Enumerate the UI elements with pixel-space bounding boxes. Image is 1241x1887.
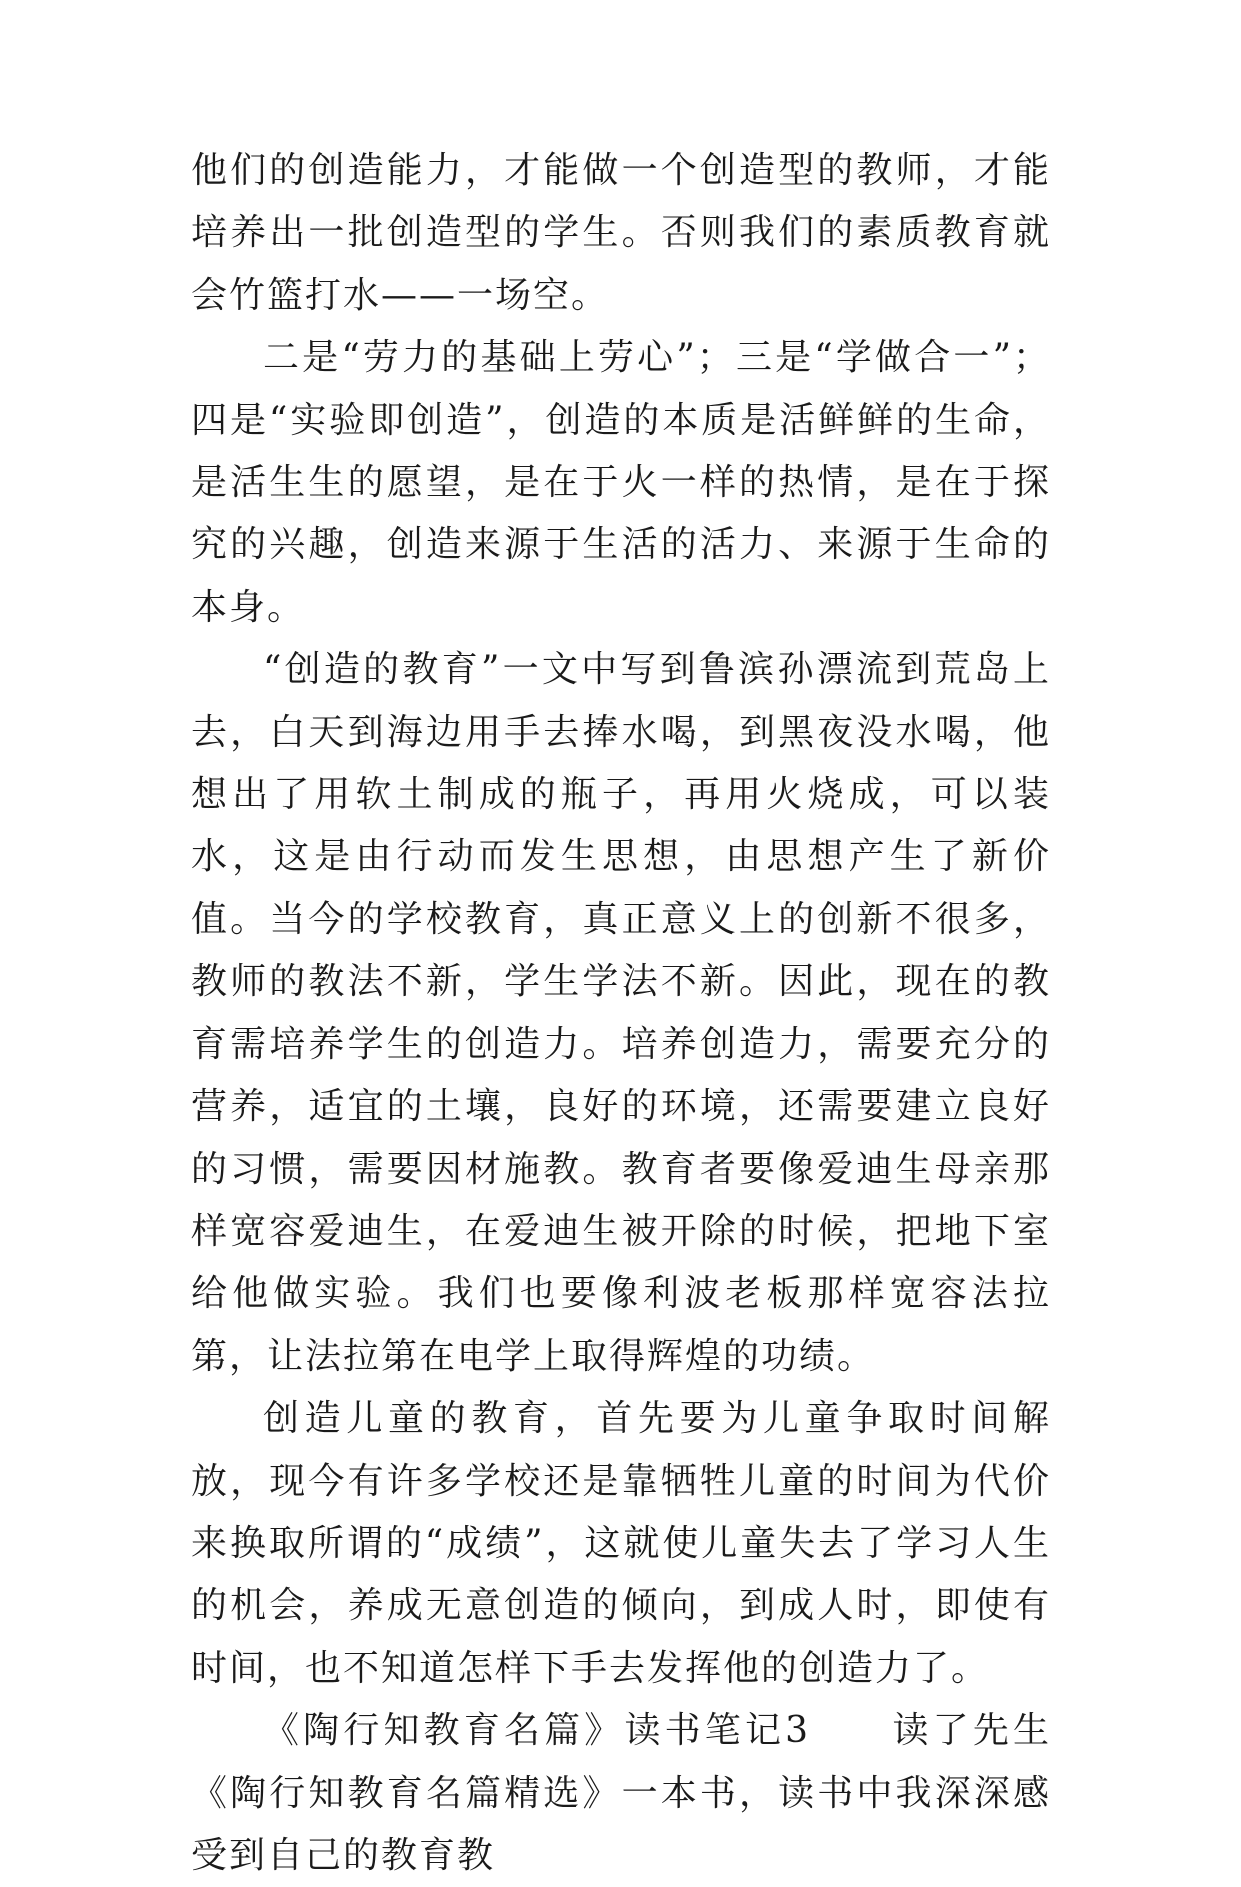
- paragraph-2: 二是“劳力的基础上劳心”；三是“学做合一”；四是“实验即创造”，创造的本质是活鲜鲜的生命，是活生生的愿望，是在于火一样的热情，是在于探究的兴趣，创造来源于生活的活力、来源于生命的本身。: [191, 337, 1051, 628]
- paragraph-3: “创造的教育”一文中写到鲁滨孙漂流到荒岛上去，白天到海边用手去捧水喝，到黑夜没水喝，他想出了用软土制成的瓶子，再用火烧成，可以装水，这是由行动而发生思想，由思想产生了新价值。当今的学校教育，真正意义上的创新不很多，教师的教法不新，学生学法不新。因此，现在的教育需培养学生的创造力。培养创造力，需要充分的营养，适宜的土壤，良好的环境，还需要建立良好的习惯，需要因材施教。教育者要像爱迪生母亲那样宽容爱迪生，在爱迪生被开除的时候，把地下室给他做实验。我们也要像利波老板那样宽容法拉第，让法拉第在电学上取得辉煌的功绩。: [191, 649, 1051, 1377]
- document-body: [191, 140, 1051, 1887]
- paragraph-1: 他们的创造能力，才能做一个创造型的教师，才能培养出一批创造型的学生。否则我们的素质教育就会竹篮打水——一场空。: [191, 150, 1051, 316]
- paragraph-5: 《陶行知教育名篇》读书笔记3 读了先生《陶行知教育名篇精选》一本书，读书中我深深感受到自己的教育教: [191, 1710, 1051, 1876]
- paragraph-4: 创造儿童的教育，首先要为儿童争取时间解放，现今有许多学校还是靠牺牲儿童的时间为代价来换取所谓的“成绩”，这就使儿童失去了学习人生的机会，养成无意创造的倾向，到成人时，即使有时间，也不知道怎样下手去发挥他的创造力了。: [191, 1398, 1051, 1689]
